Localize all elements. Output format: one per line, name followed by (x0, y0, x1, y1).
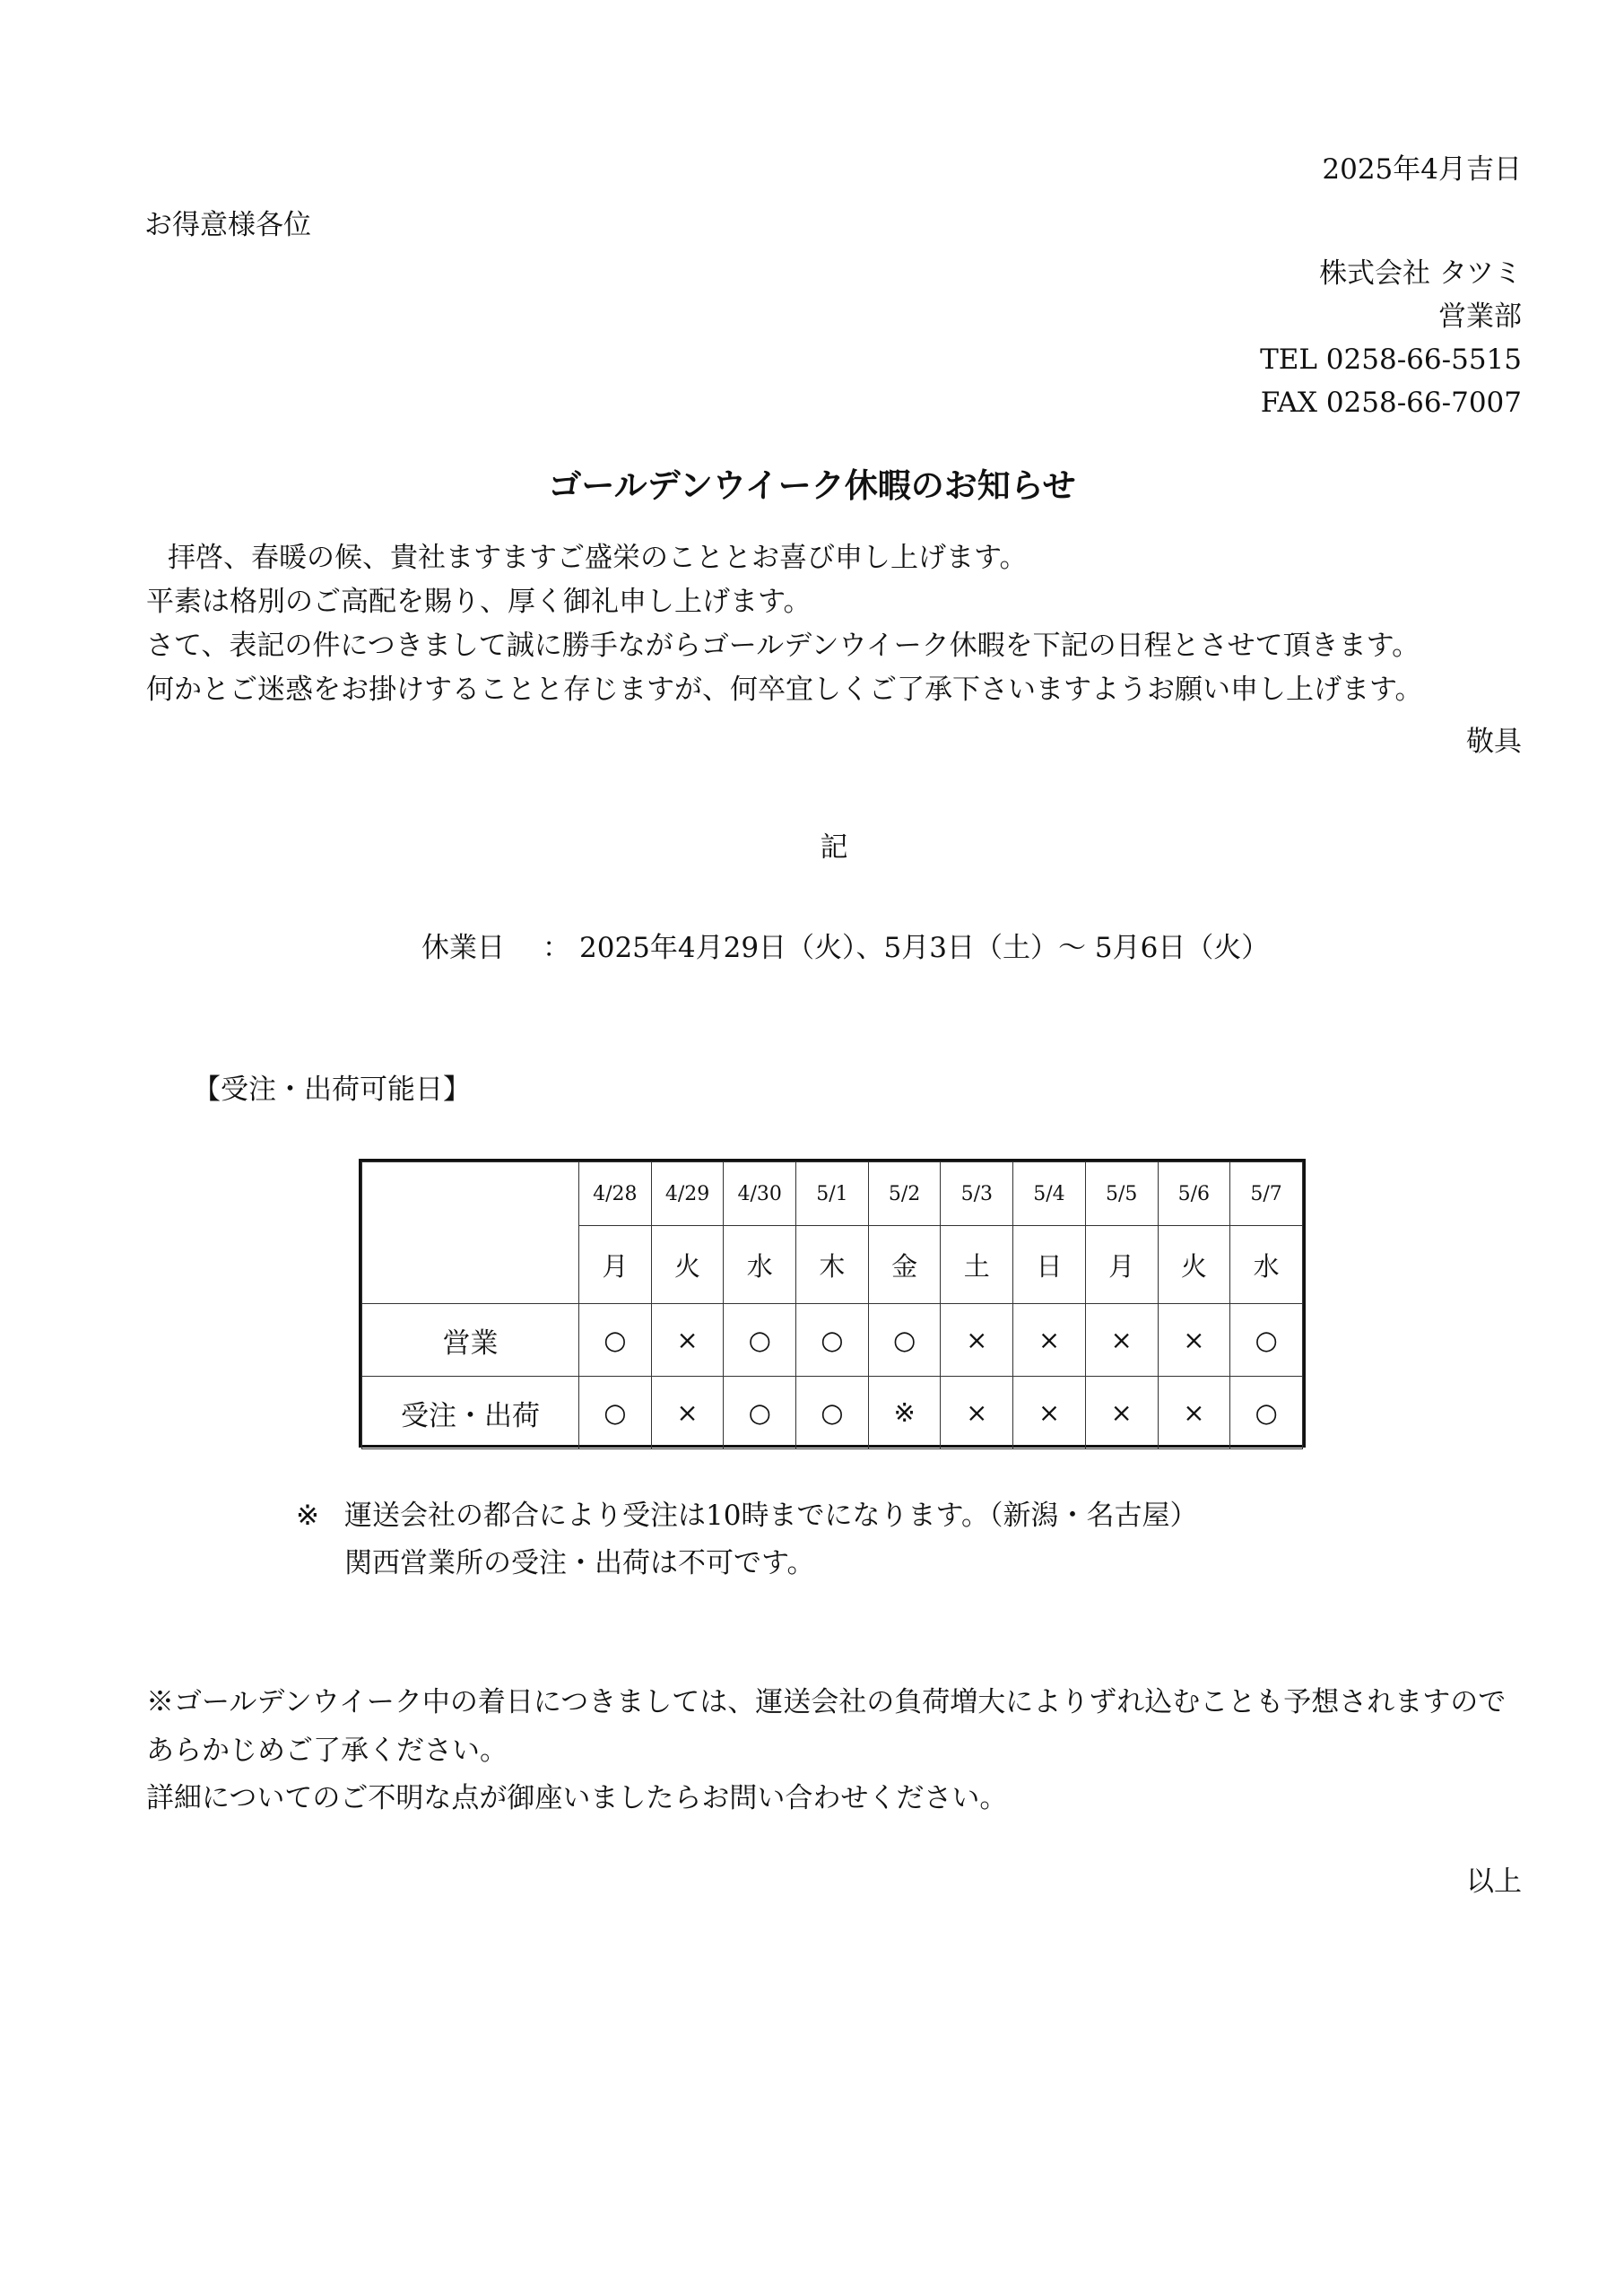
notice-title: ゴールデンウイーク休暇のお知らせ (548, 466, 1076, 505)
status-mark: × (1085, 1304, 1158, 1377)
weekday-cell: 月 (579, 1226, 652, 1304)
status-mark: × (1085, 1377, 1158, 1449)
holiday-separator: ： (543, 932, 570, 964)
status-mark: × (941, 1377, 1013, 1449)
date-cell: 5/7 (1230, 1162, 1303, 1226)
date-cell: 5/5 (1085, 1162, 1158, 1226)
sender-tel: TEL 0258-66-5515 (1260, 344, 1522, 376)
row-label: 営業 (362, 1304, 579, 1377)
date-cell: 4/28 (579, 1162, 652, 1226)
footer-line-1: ※ゴールデンウイーク中の着日につきましては、運送会社の負荷増大によりずれ込むことも予想されますので (146, 1686, 1507, 1718)
row-label: 受注・出荷 (362, 1377, 579, 1449)
note-line-2: 関西営業所の受注・出荷は不可です。 (344, 1547, 815, 1579)
sender-fax: FAX 0258-66-7007 (1260, 387, 1522, 419)
weekday-cell: 水 (724, 1226, 796, 1304)
corner-cell (362, 1162, 579, 1304)
document-date: 2025年4月吉日 (1322, 153, 1522, 186)
status-mark: × (651, 1304, 724, 1377)
date-cell: 5/1 (796, 1162, 869, 1226)
status-mark: ○ (579, 1304, 652, 1377)
weekday-cell: 月 (1085, 1226, 1158, 1304)
date-row (362, 1162, 1303, 1226)
weekday-cell: 水 (1230, 1226, 1303, 1304)
weekday-cell: 金 (868, 1226, 941, 1304)
status-mark: × (1158, 1377, 1230, 1449)
body-line-2: 平素は格別のご高配を賜り、厚く御礼申し上げます。 (146, 586, 812, 618)
order-shipping-row (362, 1377, 1303, 1449)
closing-keigu: 敬具 (1466, 726, 1522, 758)
addressee: お得意様各位 (144, 209, 311, 241)
closing-ijou: 以上 (1466, 1866, 1522, 1898)
date-cell: 5/3 (941, 1162, 1013, 1226)
holiday-dates: 2025年4月29日（火）、5月3日（土）～ 5月6日（火） (579, 932, 1270, 964)
status-mark: × (1158, 1304, 1230, 1377)
status-mark: ※ (868, 1377, 941, 1449)
status-mark: × (651, 1377, 724, 1449)
weekday-cell: 日 (1013, 1226, 1086, 1304)
status-mark: ○ (579, 1377, 652, 1449)
business-row (362, 1304, 1303, 1377)
status-mark: × (941, 1304, 1013, 1377)
sender-company: 株式会社 タツミ (1319, 257, 1522, 290)
holiday-label: 休業日 (421, 932, 505, 964)
date-cell: 5/4 (1013, 1162, 1086, 1226)
weekday-cell: 火 (651, 1226, 724, 1304)
note-symbol: ※ (296, 1500, 319, 1532)
weekday-cell: 火 (1158, 1226, 1230, 1304)
status-mark: × (1013, 1377, 1086, 1449)
body-line-1: 拝啓、春暖の候、貴社ますますご盛栄のこととお喜び申し上げます。 (168, 542, 1028, 574)
weekday-cell: 土 (941, 1226, 1013, 1304)
date-cell: 5/6 (1158, 1162, 1230, 1226)
schedule-table (359, 1159, 1306, 1448)
date-cell: 4/29 (651, 1162, 724, 1226)
status-mark: ○ (868, 1304, 941, 1377)
status-mark: ○ (1230, 1304, 1303, 1377)
body-line-3: さて、表記の件につきまして誠に勝手ながらゴールデンウイーク休暇を下記の日程とさせて頂きます。 (146, 630, 1420, 662)
status-mark: ○ (724, 1377, 796, 1449)
schedule-heading: 【受注・出荷可能日】 (193, 1074, 471, 1106)
status-mark: ○ (1230, 1377, 1303, 1449)
status-mark: × (1013, 1304, 1086, 1377)
body-line-4: 何かとご迷惑をお掛けすることと存じますが、何卒宜しくご了承下さいますようお願い申し上げます。 (146, 674, 1423, 706)
footer-line-2: あらかじめご了承ください。 (146, 1735, 508, 1767)
note-line-1: 運送会社の都合により受注は10時までになります。（新潟・名古屋） (344, 1500, 1198, 1532)
status-mark: ○ (796, 1377, 869, 1449)
weekday-cell: 木 (796, 1226, 869, 1304)
sender-department: 営業部 (1438, 300, 1522, 333)
status-mark: ○ (724, 1304, 796, 1377)
date-cell: 5/2 (868, 1162, 941, 1226)
date-cell: 4/30 (724, 1162, 796, 1226)
ki-heading: 記 (820, 831, 848, 864)
status-mark: ○ (796, 1304, 869, 1377)
footer-line-3: 詳細についてのご不明な点が御座いましたらお問い合わせください。 (146, 1782, 1008, 1814)
